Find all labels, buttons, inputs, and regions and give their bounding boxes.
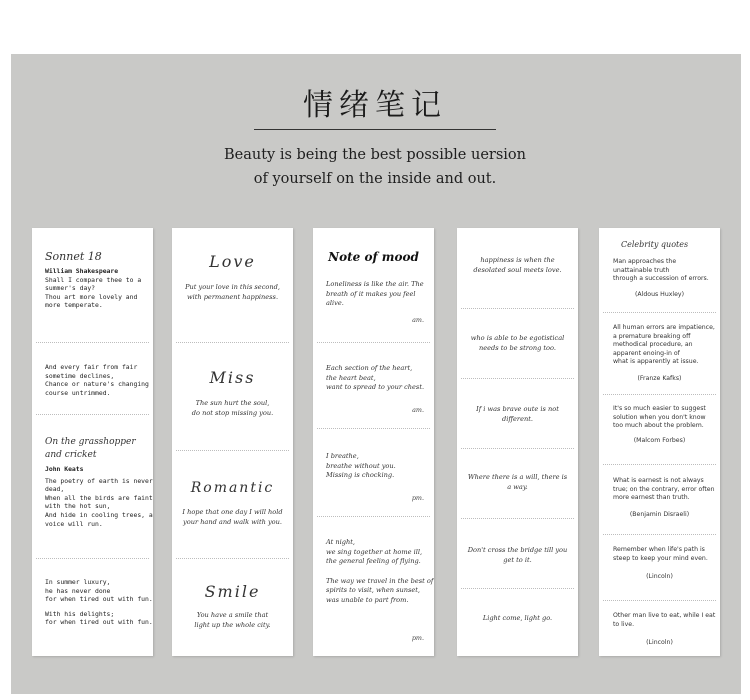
card4-line: different. bbox=[502, 414, 533, 423]
card4-line: desolated soul meets love. bbox=[473, 265, 562, 274]
bookmark-card-sonnet bbox=[32, 228, 153, 656]
card4-section-1 bbox=[457, 256, 578, 275]
card1-line: When all the birds are faint bbox=[45, 493, 153, 502]
card3-line: I breathe, bbox=[326, 452, 359, 460]
card4-line: Where there is a will, there is bbox=[467, 473, 568, 481]
subtitle-line-1: Beauty is being the best possible uersion bbox=[223, 147, 526, 163]
card3-line: Missing is chocking. bbox=[326, 471, 395, 479]
card2-title-love: Love bbox=[209, 252, 256, 271]
bookmark-card-love bbox=[172, 228, 293, 656]
card1-line: In summer luxury, bbox=[45, 578, 111, 586]
card3-divider bbox=[317, 342, 430, 343]
card1-divider bbox=[36, 414, 149, 415]
card5-line: It's so much easier to suggest bbox=[613, 405, 706, 412]
card4-section-3 bbox=[457, 405, 578, 424]
card5-line: apparent enoing-in of bbox=[613, 349, 680, 357]
card3-sig: pm. bbox=[411, 634, 424, 642]
card5-divider bbox=[603, 600, 716, 601]
card1-section-1 bbox=[45, 250, 153, 310]
card1-line: course untrimmed. bbox=[45, 388, 111, 397]
card2-divider bbox=[176, 558, 289, 559]
card4-line: get to it. bbox=[503, 555, 532, 564]
card1-section-2 bbox=[45, 363, 153, 397]
subtitle-line-2: of yourself on the inside and out. bbox=[253, 171, 497, 187]
card1-line: The poetry of earth is never bbox=[45, 476, 153, 485]
card5-line: solution when you don't know bbox=[613, 413, 706, 421]
card4-section-4 bbox=[457, 473, 578, 492]
card2-line: light up the whole city. bbox=[194, 620, 271, 629]
card1-title-sonnet: Sonnet 18 bbox=[45, 250, 102, 263]
card4-divider bbox=[461, 588, 574, 589]
bookmark-card-celebrity bbox=[599, 228, 720, 656]
page-title: 情绪笔记 bbox=[303, 88, 447, 123]
card4-line: Don't cross the bridge till you bbox=[467, 546, 568, 554]
card4-section-5 bbox=[457, 546, 578, 565]
card4-line: who is able to be egotistical bbox=[470, 334, 565, 342]
card5-divider bbox=[603, 394, 716, 395]
card5-section-6 bbox=[613, 612, 720, 648]
card5-author: (Aldous Huxley) bbox=[634, 290, 685, 298]
card3-section-4 bbox=[326, 538, 434, 605]
card3-section-3 bbox=[326, 452, 434, 481]
card3-sig: am. bbox=[412, 316, 424, 324]
card3-line: we sing together at home ill, bbox=[326, 547, 423, 556]
card4-line: happiness is when the bbox=[480, 256, 555, 264]
card1-line: sometime declines, bbox=[45, 371, 115, 380]
card3-line: At night, bbox=[326, 538, 355, 546]
card2-section-miss bbox=[172, 368, 293, 418]
card5-line: what is apparently at issue. bbox=[613, 358, 699, 366]
card3-line: The way we travel in the best of bbox=[326, 576, 434, 585]
card2-divider bbox=[176, 342, 289, 343]
card1-title-line: and cricket bbox=[45, 450, 97, 460]
card3-line: the general feeling of flying. bbox=[326, 557, 421, 565]
card1-line: Chance or nature's changing bbox=[45, 380, 149, 389]
card5-line: too much about the problem. bbox=[613, 422, 704, 430]
card5-line: Other man live to eat, while I eat bbox=[613, 612, 716, 619]
card5-divider bbox=[603, 312, 716, 313]
card1-line: And hide in cooling trees, a bbox=[45, 510, 153, 519]
card1-line: more temperate. bbox=[45, 301, 103, 310]
card2-section-romantic bbox=[172, 480, 293, 527]
bookmark-card-sayings bbox=[457, 228, 578, 656]
card2-line: Put your love in this second, bbox=[185, 283, 280, 291]
card5-line: Remember when life's path is bbox=[613, 546, 705, 553]
card2-divider bbox=[176, 450, 289, 451]
card5-author: (Malcom Forbes) bbox=[633, 436, 686, 444]
card2-line: with permanent happiness. bbox=[186, 292, 279, 301]
card5-line: methodical procedure, an bbox=[613, 341, 693, 349]
card1-divider bbox=[36, 342, 149, 343]
card3-sig: am. bbox=[412, 406, 424, 414]
card2-title-smile: Smile bbox=[204, 582, 261, 601]
card3-section-1 bbox=[326, 280, 434, 309]
card1-section-3 bbox=[45, 436, 153, 528]
card4-divider bbox=[461, 518, 574, 519]
card3-divider bbox=[317, 516, 430, 517]
card1-line: Thou art more lovely and bbox=[45, 292, 138, 301]
card5-line: through a succession of errors. bbox=[613, 275, 709, 283]
bookmark-card-mood bbox=[313, 228, 434, 656]
card3-line: breathe without you. bbox=[326, 461, 396, 470]
card4-line: needs to be strong too. bbox=[479, 343, 556, 352]
card3-sig: pm. bbox=[411, 494, 424, 502]
card3-line: Each section of the heart, bbox=[326, 364, 413, 372]
title-underline bbox=[254, 129, 496, 130]
card1-title-line: On the grasshopper bbox=[45, 437, 136, 447]
card4-line: a way. bbox=[507, 482, 528, 491]
card2-line: I hope that one day I will hold bbox=[182, 508, 283, 516]
card1-section-4 bbox=[45, 578, 153, 627]
card3-line: the heart beat, bbox=[326, 373, 376, 382]
card1-title-grasshopper bbox=[45, 436, 153, 462]
card5-divider bbox=[603, 534, 716, 535]
card5-title-block bbox=[621, 240, 720, 249]
card1-author: William Shakespeare bbox=[45, 267, 119, 275]
card3-line: spirits to visit, when sunset, bbox=[326, 586, 421, 594]
card5-section-5 bbox=[613, 546, 720, 582]
card1-line: Shall I compare thee to a bbox=[45, 275, 142, 284]
card3-line: want to spread to your chest. bbox=[326, 383, 425, 391]
card1-line: he has never done bbox=[45, 586, 111, 595]
card2-line: your hand and walk with you. bbox=[183, 517, 282, 526]
card4-divider bbox=[461, 448, 574, 449]
card1-line: dead, bbox=[45, 485, 65, 494]
card5-divider bbox=[603, 464, 716, 465]
card5-author: (Lincoln) bbox=[646, 573, 673, 581]
card5-line: to live. bbox=[613, 620, 635, 628]
card2-title-romantic: Romantic bbox=[190, 480, 275, 496]
card5-author: (Benjamin Disraeli) bbox=[629, 510, 690, 518]
card5-author: (Franze Kafks) bbox=[637, 374, 682, 382]
card5-line: Man approaches the bbox=[613, 258, 677, 265]
card2-line: do not stop missing you. bbox=[191, 408, 274, 417]
card2-section-love bbox=[172, 252, 293, 302]
card1-line: voice will run. bbox=[45, 519, 103, 528]
card5-section-2 bbox=[613, 324, 720, 384]
card1-divider bbox=[36, 558, 149, 559]
card4-divider bbox=[461, 378, 574, 379]
card5-section-4 bbox=[613, 477, 720, 519]
card5-line: true; on the contrary, error often bbox=[613, 485, 715, 493]
card5-line: unattainable truth bbox=[613, 266, 670, 274]
card2-line: The sun hurt the soul, bbox=[195, 399, 270, 407]
card2-line: You have a smile that bbox=[196, 611, 269, 619]
card2-section-smile bbox=[172, 582, 293, 630]
card5-title: Celebrity quotes bbox=[621, 240, 689, 249]
card1-line: for when tired out with fun. bbox=[45, 618, 153, 627]
card3-line: Loneliness is like the air. The bbox=[326, 280, 424, 288]
card3-line: breath of it makes you feel alive. bbox=[326, 289, 416, 307]
card5-section-1 bbox=[613, 258, 720, 299]
card1-line: for when tired out with fun. bbox=[45, 595, 153, 604]
card5-author: (Lincoln) bbox=[646, 639, 673, 647]
card4-line: If i was brave oute is not bbox=[476, 405, 559, 413]
card3-divider bbox=[317, 428, 430, 429]
card5-line: All human errors are impatience, bbox=[613, 324, 715, 331]
card5-section-3 bbox=[613, 405, 720, 445]
card4-line: Light come, light go. bbox=[482, 614, 553, 622]
card5-line: more earnest than truth. bbox=[613, 494, 690, 502]
card2-title-miss: Miss bbox=[209, 368, 256, 387]
card5-line: steep to keep your mind even. bbox=[613, 554, 708, 562]
card3-title: Note of mood bbox=[328, 250, 419, 264]
card1-line: And every fair from fair bbox=[45, 363, 138, 371]
card4-section-2 bbox=[457, 334, 578, 353]
card1-line: summer's day? bbox=[45, 284, 96, 293]
card3-title-block bbox=[313, 250, 434, 264]
card4-section-6 bbox=[457, 614, 578, 624]
card4-divider bbox=[461, 308, 574, 309]
card1-line: With his delights; bbox=[45, 609, 115, 618]
card5-line: a premature breaking off bbox=[613, 332, 691, 340]
card1-author-keats: John Keats bbox=[45, 465, 84, 473]
card5-line: What is earnest is not always bbox=[613, 477, 704, 484]
card3-section-2 bbox=[326, 364, 434, 393]
card3-line: was unable to part from. bbox=[326, 595, 409, 604]
card1-line: with the hot sun, bbox=[45, 502, 111, 511]
